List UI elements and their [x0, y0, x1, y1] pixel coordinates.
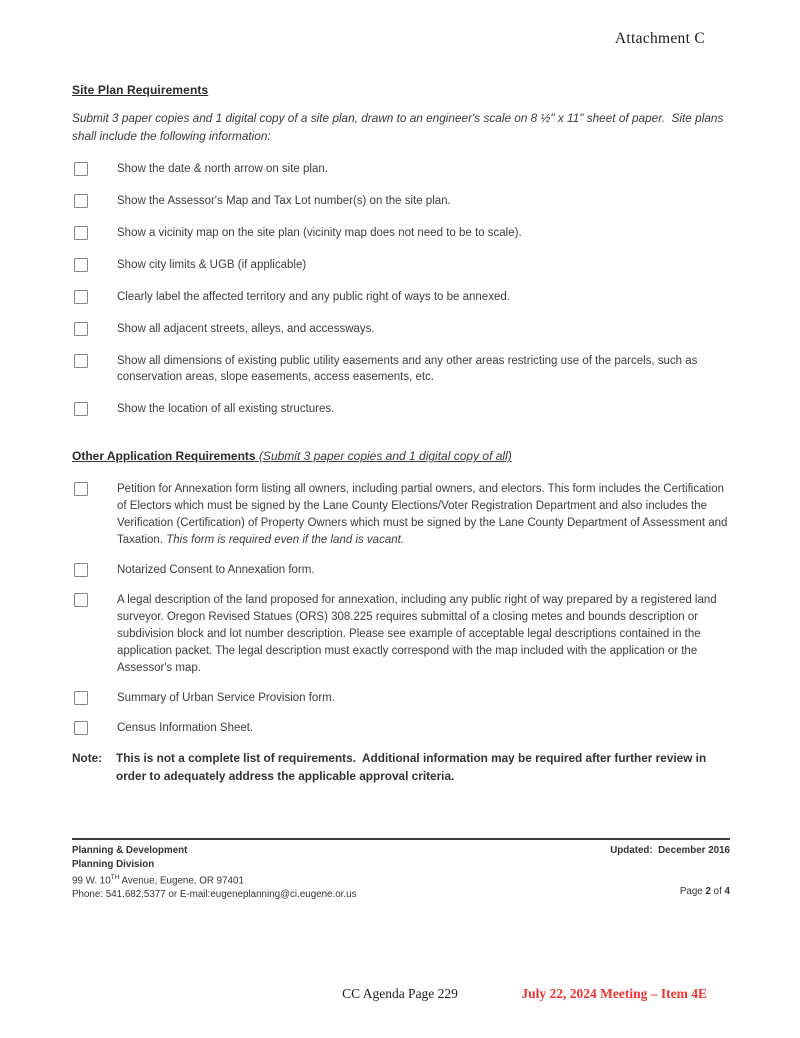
attachment-label: Attachment C: [614, 30, 705, 47]
checklist-item: [72, 592, 730, 677]
checkbox-icon: [74, 290, 88, 304]
footer-address-post: Avenue, Eugene, OR 97401: [119, 875, 244, 887]
footer-phone: Phone: 541.682.5377 or E-mail:eugeneplanning@ci.eugene.or.us: [72, 888, 357, 900]
footer-address: [72, 871, 356, 888]
note-text: This is not a complete list of requirements. Additional information may be required after further review in order to adequately address the applicable approval criteria.: [116, 751, 710, 783]
footer-page-prefix: Page: [679, 885, 706, 897]
footer-address-pre: 99 W. 10: [72, 875, 111, 887]
checklist-item-text: Show all adjacent streets, alleys, and accessways.: [117, 323, 375, 335]
checklist-item: [72, 401, 730, 417]
footer-contact-block: [72, 844, 356, 901]
checklist-item: [72, 562, 730, 579]
page-footer: [72, 838, 730, 901]
checklist-item: [72, 289, 730, 305]
checkbox-icon: [74, 482, 88, 496]
footer-org-line2: Planning Division: [72, 858, 155, 870]
checkbox-icon: [74, 226, 88, 240]
checkbox-icon: [74, 162, 88, 176]
other-application-requirements-title: [72, 449, 730, 463]
footer-page-total: 4: [724, 885, 730, 897]
checklist-item-text: Show city limits & UGB (if applicable): [117, 259, 307, 271]
checklist-item: [72, 257, 730, 273]
checkbox-icon: [74, 593, 88, 607]
site-plan-requirements-title: Site Plan Requirements: [72, 83, 209, 97]
checkbox-icon: [74, 402, 88, 416]
checklist-item: [72, 321, 730, 337]
meeting-item-stamp: July 22, 2024 Meeting – Item 4E: [521, 986, 707, 1001]
note: [72, 750, 730, 785]
other-requirements-title-suffix: (Submit 3 paper copies and 1 digital copy of all): [258, 449, 512, 463]
other-requirements-title-text: Other Application Requirements: [72, 449, 256, 463]
checklist-item-text: Show the Assessor's Map and Tax Lot number(s) on the site plan.: [117, 195, 451, 207]
footer-page-num: 2: [705, 885, 711, 897]
footer-page-number: [680, 885, 730, 899]
checklist-item-text: Clearly label the affected territory and any public right of ways to be annexed.: [117, 291, 510, 303]
checklist-item: [72, 720, 730, 737]
checkbox-icon: [74, 354, 88, 368]
checklist-item-text: Show a vicinity map on the site plan (vicinity map does not need to be to scale).: [117, 227, 522, 239]
checklist-item-text: Summary of Urban Service Provision form.: [117, 692, 335, 704]
checkbox-icon: [74, 322, 88, 336]
checkbox-icon: [74, 721, 88, 735]
checklist-item: [72, 193, 730, 209]
checklist-item-text: Show the date & north arrow on site plan.: [117, 163, 328, 175]
checklist-item-text: Show the location of all existing structures.: [117, 403, 335, 415]
checklist-item-text: Show all dimensions of existing public utility easements and any other areas restricting use of the parcels, such as conservation areas, slope easements, access easements, etc.: [117, 355, 701, 383]
checkbox-icon: [74, 691, 88, 705]
checkbox-icon: [74, 563, 88, 577]
checklist-item-text: A legal description of the land proposed for annexation, including any public right of way prepared by a registered land surveyor. Oregon Revised Statues (ORS) 308.225 requires submittal of a closing metes and bounds description or subdivision block and lot number description. Please see example of acceptable legal descriptions contained in the application packet. The legal description must exactly correspond with the map included with the application or the Assessor's map.: [117, 594, 720, 674]
checklist-item-text-italic: This form is required even if the land is vacant.: [166, 534, 405, 546]
checklist-item: [72, 353, 730, 385]
cc-agenda-page-label: CC Agenda Page 229: [342, 986, 458, 1001]
checkbox-icon: [74, 258, 88, 272]
footer-page-of: of: [710, 885, 725, 897]
footer-org-line1: Planning & Development: [72, 845, 188, 856]
checklist-item-text: Notarized Consent to Annexation form.: [117, 564, 315, 576]
note-label: Note:: [72, 751, 103, 765]
site-plan-checklist: [72, 161, 730, 417]
footer-meta-block: [610, 844, 730, 898]
checklist-item-text: Census Information Sheet.: [117, 722, 254, 734]
other-requirements-checklist: [72, 481, 730, 737]
checklist-item: [72, 690, 730, 707]
site-plan-intro: Submit 3 paper copies and 1 digital copy of a site plan, drawn to an engineer's scale on 8 ½" x 11" sheet of paper. Site plans shall include the following information:: [72, 111, 727, 143]
checkbox-icon: [74, 194, 88, 208]
checklist-item-text: [117, 481, 730, 549]
document-content: [72, 83, 730, 785]
footer-address-sup: TH: [110, 874, 120, 881]
footer-updated: Updated: December 2016: [610, 845, 730, 856]
checklist-item: [72, 225, 730, 241]
checklist-item: [72, 481, 730, 549]
checklist-item-text-main: Petition for Annexation form listing all owners, including partial owners, and electors. This form includes the Certification of Electors which must be signed by the Lane County Elections/Voter Registration Department and also includes the Verification (Certification) of Property Owners which must be signed by the Lane County Department of Assessment and Taxation.: [117, 483, 731, 546]
checklist-item: [72, 161, 730, 177]
